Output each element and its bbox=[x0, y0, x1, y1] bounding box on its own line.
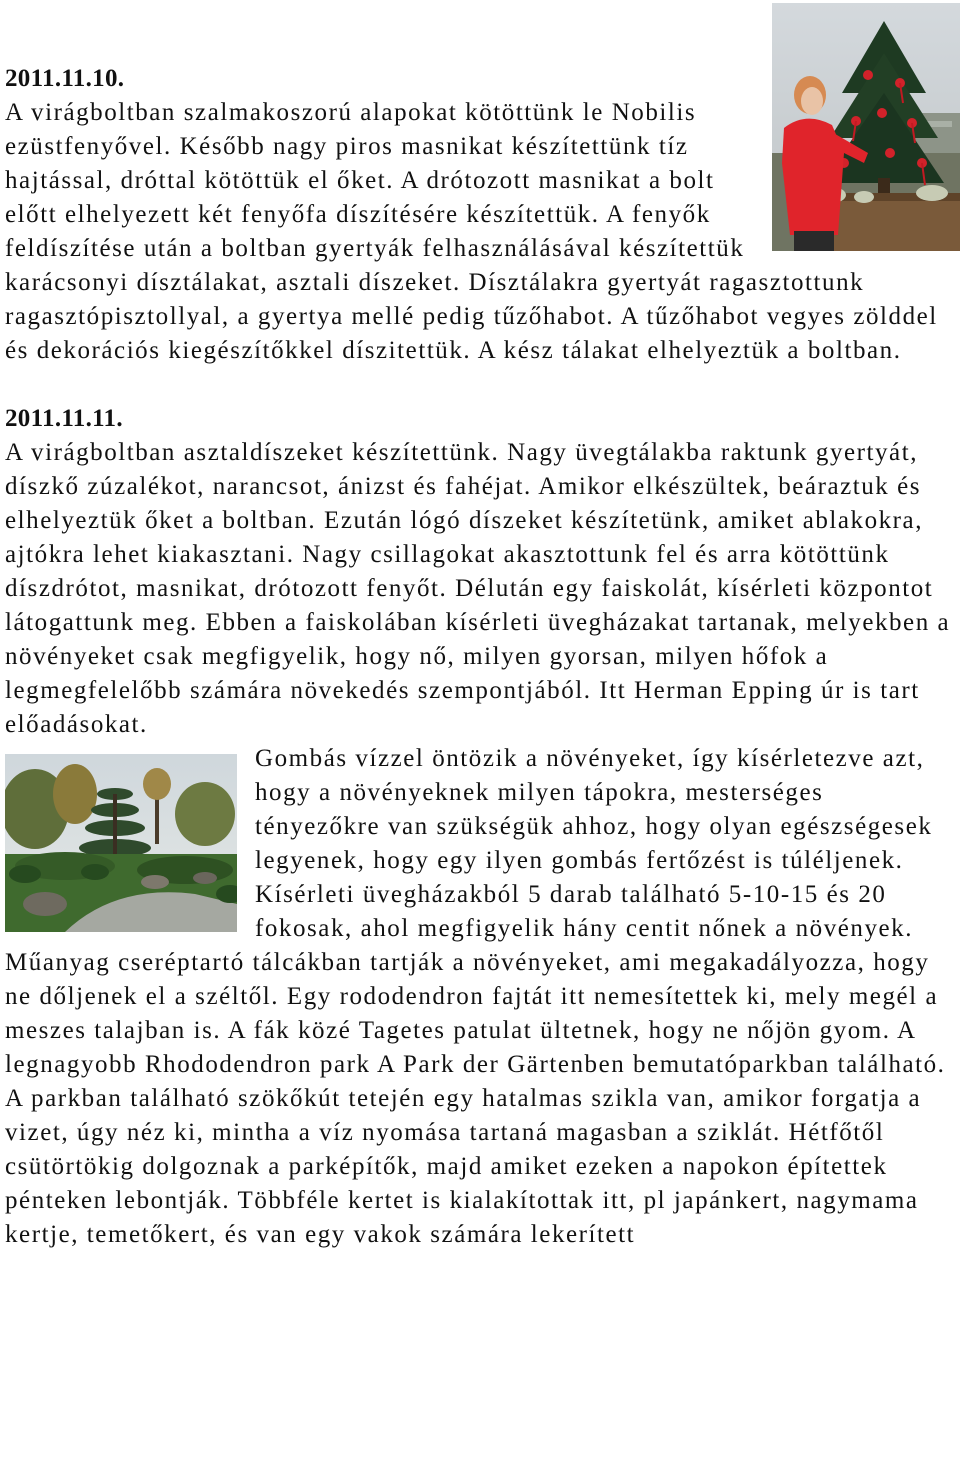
entry-date: 2011.11.11. bbox=[5, 405, 123, 432]
japanese-garden-photo bbox=[5, 754, 237, 932]
document-page bbox=[5, 62, 955, 1252]
entry-date: 2011.11.10. bbox=[5, 65, 125, 92]
entry-text: A virágboltban szalmakoszorú alapokat kötöttünk le Nobilis ezüstfenyővel. Később nagy piros masnikat készítettünk tíz hajtással, dróttal kötöttük el őket. A drótozott masnikat a bolt előtt elhelyezett két fenyőfa díszítésére készítettük. A fenyők feldíszítése után a boltban gyertyák felhasználásával készítettük karácsonyi dísztálakat, asztali díszeket. Dísztálakra gyertyát ragasztottunk ragasztópisztollyal, a gyertya mellé pedig tűzőhabot. A tűzőhabot vegyes zölddel és dekorációs kiegészítőkkel díszitettük. A kész tálakat elhelyeztük a boltban. bbox=[5, 99, 938, 364]
entry-text: A virágboltban asztaldíszeket készítettünk. Nagy üvegtálakba raktunk gyertyát, díszkő zúzalékot, narancsot, ánizst és fahéjat. Amikor elkészültek, beáraztuk és elhelyeztük őket a boltban. Ezután lógó díszeket készítetünk, amiket ablakokra, ajtókra lehet kiakasztani. Nagy csillagokat akasztottunk fel és arra kötöttünk díszdrótot, masnikat, drótozott fenyőt. Délután egy faiskolát, kísérleti központot látogattunk meg. Ebben a faiskolában kísérleti üvegházakat tartanak, melyekben a növényeket csak megfigyelik, hogy nő, milyen gyorsan, milyen hőfok a legmegfelelőbb számára növekedés szempontjából. Itt Herman Epping úr is tart előadásokat. bbox=[5, 439, 951, 738]
christmas-tree-photo bbox=[772, 3, 960, 251]
spacer bbox=[5, 368, 955, 402]
entry-text: Gombás vízzel öntözik a növényeket, így kísérletezve azt, hogy a növényeknek milyen tápokra, mesterséges tényezőkre van szükségük ahhoz, hogy olyan egészségesek legyenek, hogy egy ilyen gombás fertőzést is túléljenek. Kísérleti üvegházakból 5 darab található 5-10-15 és 20 fokosak, ahol megfigyelik hány centit nőnek a növények. Műanyag cseréptartó tálcákban tartják a növényeket, ami megakadályozza, hogy ne dőljenek el a széltől. Egy rododendron fajtát itt nemesítettek ki, mely megél a meszes talajban is. A fák közé Tagetes patulat ültetnek, hogy ne nőjön gyom. A legnagyobb Rhododendron park A Park der Gärtenben bemutatóparkban található. A parkban található szökőkút tetején egy hatalmas szikla van, amikor forgatja a vizet, úgy néz ki, mintha a víz nyomása tartaná magasban a sziklát. Hétfőtől csütörtökig dolgoznak a parképítők, majd amiket ezeken a napokon építettek pénteken lebontják. Többféle kertet is kialakítottak itt, pl japánkert, nagymama kertje, temetőkert, és van egy vakok számára lekerített bbox=[5, 745, 946, 1248]
